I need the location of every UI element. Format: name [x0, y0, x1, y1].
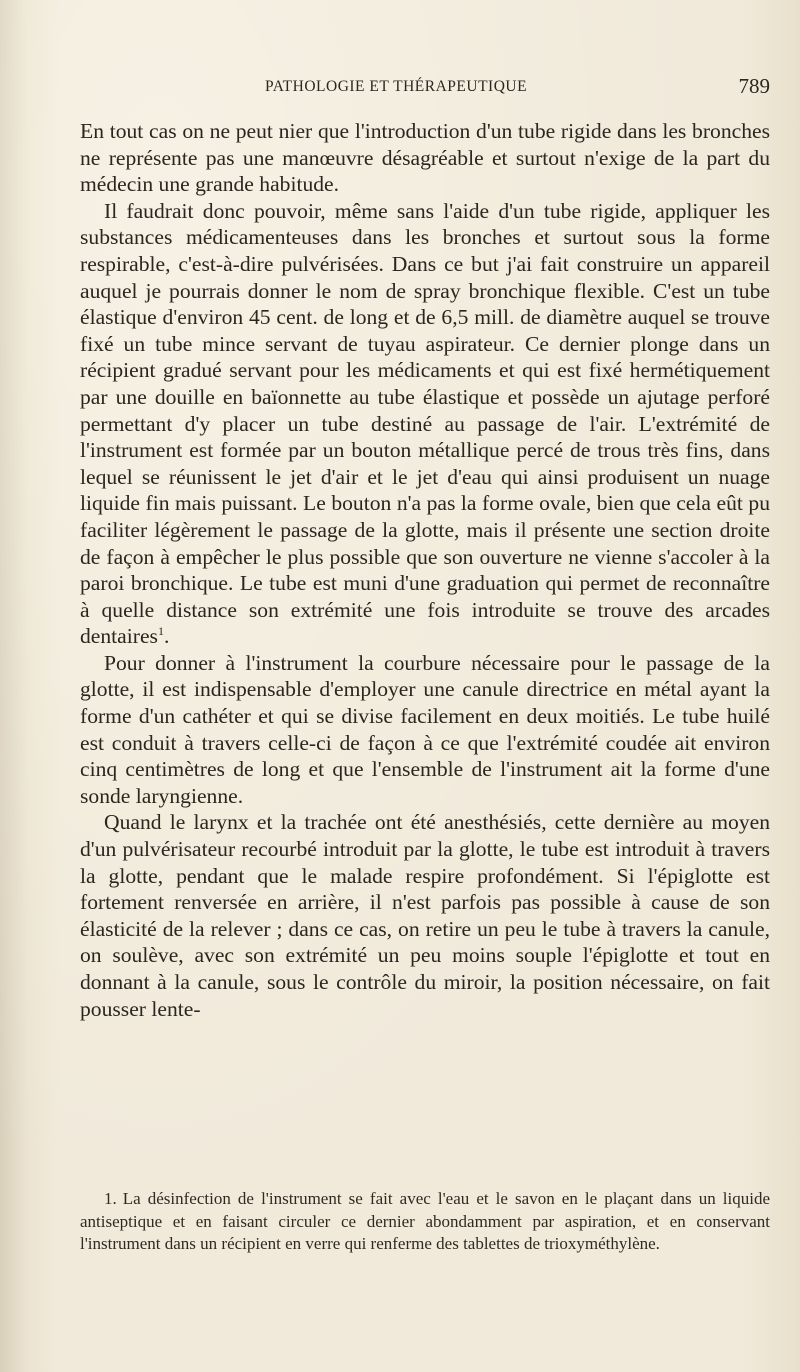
footnote-reference[interactable]: 1: [157, 624, 164, 639]
paragraph: Quand le larynx et la trachée ont été anesthésiés, cette dernière au moyen d'un pulvérisateur recourbé introduit par la glotte, le tube est introduit à travers la glotte, pendant que le malade respire profondément. Si l'épiglotte est fortement renversée en arrière, il n'est parfois pas possible à cause de son élasticité de la relever ; dans ce cas, on retire un peu le tube à travers la canule, on soulève, avec son extrémité un peu moins souple l'épiglotte et tout en donnant à la canule, sous le contrôle du miroir, la position nécessaire, on fait pousser lente-: [80, 810, 770, 1021]
paragraph: En tout cas on ne peut nier que l'introduction d'un tube rigide dans les bronches ne représente pas une manœuvre désagréable et surtout n'exige de la part du médecin une grande habitude.: [80, 119, 770, 197]
footnote-text: La désinfection de l'instrument se fait avec l'eau et le savon en le plaçant dans un liquide antiseptique et en faisant circuler ce dernier abondamment par aspiration, et en conservant l'instrument dans un récipient en verre qui renferme des tablettes de trioxyméthylène.: [80, 1189, 770, 1253]
paragraph-text: Il faudrait donc pouvoir, même sans l'aide d'un tube rigide, appliquer les substances médicamenteuses dans les bronches et surtout sous la forme respirable, c'est-à-dire pulvérisées. Dans ce but j'ai fait construire un appareil auquel je pourrais donner le nom de spray bronchique flexible. C'est un tube élastique d'environ 45 cent. de long et de 6,5 mill. de diamètre auquel se trouve fixé un tube mince servant de tuyau aspirateur. Ce dernier plonge dans un récipient gradué servant pour les médicaments et qui est fixé hermétiquement par une douille en baïonnette au tube élastique et possède un ajutage perforé permettant d'y placer un tube destiné au passage de l'air. L'extrémité de l'instrument est formée par un bouton métallique percé de trous très fins, dans lequel se réunissent le jet d'air et le jet d'eau qui ainsi produisent un nuage liquide fin mais puissant. Le bouton n'a pas la forme ovale, bien que cela eût pu faciliter légèrement le passage de la glotte, mais il présente une section droite de façon à empêcher le plus possible que son ouverture ne vienne s'accoler à la paroi bronchique. Le tube est muni d'une graduation qui permet de reconnaître à quelle distance son extrémité une fois introduite se trouve des arcades dentaires: [80, 198, 770, 649]
body-text: [80, 118, 770, 1022]
paragraph-end: .: [163, 624, 170, 649]
footnote-marker: 1.: [104, 1189, 117, 1208]
page-header: [80, 74, 770, 104]
paragraph: Pour donner à l'instrument la courbure nécessaire pour le passage de la glotte, il est indispensable d'employer une canule directrice en métal ayant la forme d'un cathéter et qui se divise facilement en deux moitiés. Le tube huilé est conduit à travers celle-ci de façon à ce que l'extrémité coudée ait environ cinq centimètres de long et que l'ensemble de l'instrument ait la forme d'une sonde laryngienne.: [80, 650, 770, 808]
running-head: PATHOLOGIE ET THÉRAPEUTIQUE: [265, 78, 528, 95]
page-number: 789: [738, 74, 770, 98]
footnote: [80, 1188, 770, 1256]
footnote-paragraph: [80, 1188, 770, 1256]
paragraph: [80, 198, 770, 650]
